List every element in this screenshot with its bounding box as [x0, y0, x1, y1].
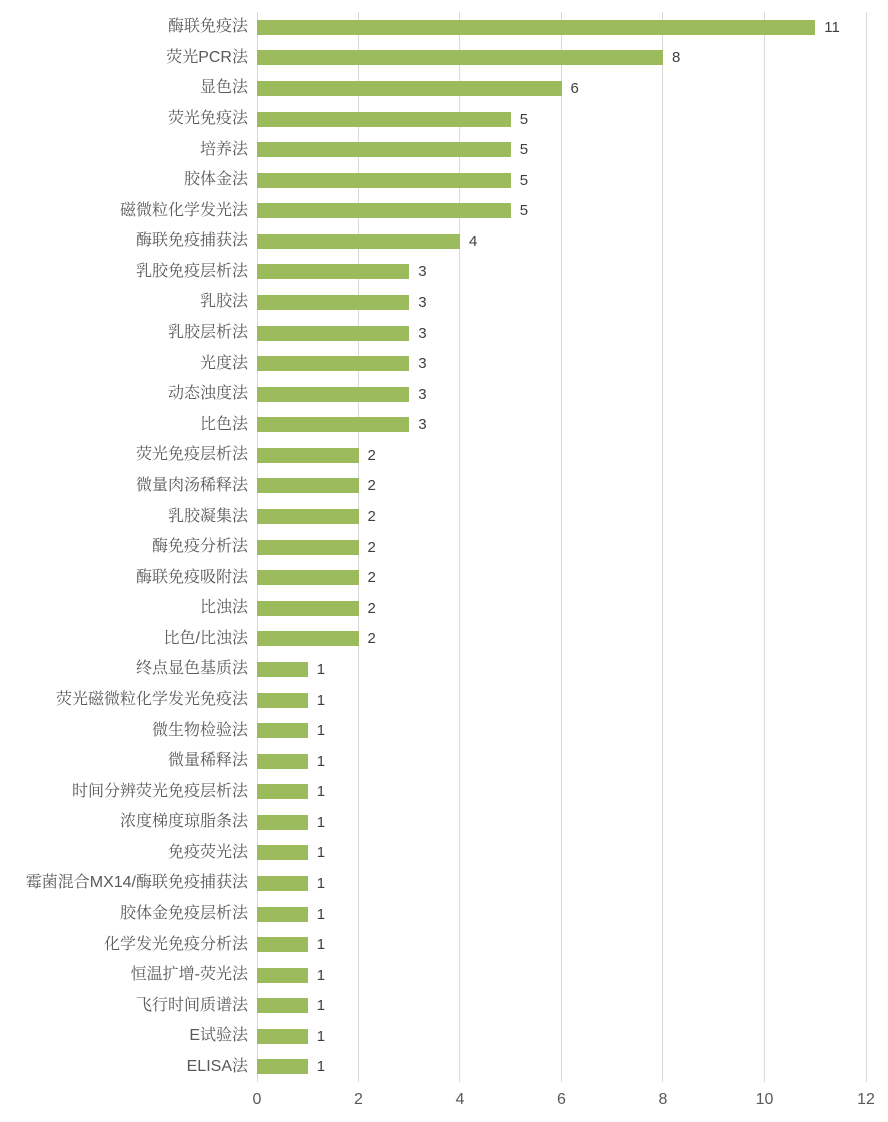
bar — [257, 112, 511, 127]
bar-row — [0, 624, 866, 655]
bar-area — [257, 43, 866, 74]
value-label: 1 — [316, 966, 326, 984]
value-label: 2 — [367, 477, 376, 495]
value-label: 6 — [570, 79, 579, 97]
bar-area — [257, 776, 866, 807]
value-label: 8 — [672, 49, 681, 67]
value-label: 3 — [418, 263, 427, 281]
bar-area — [257, 104, 866, 135]
bar — [257, 448, 359, 463]
bar-area — [257, 471, 866, 502]
category-label: 荧光磁微粒化学发光免疫法 — [55, 691, 248, 708]
bar-row — [0, 501, 866, 532]
value-label: 1 — [316, 997, 326, 1015]
bar-row — [0, 654, 866, 685]
value-label: 1 — [316, 660, 326, 678]
bar-area — [257, 410, 866, 441]
bar-area — [257, 134, 866, 165]
bar-row — [0, 104, 866, 135]
category-label: 乳胶层析法 — [167, 324, 248, 342]
bar-area — [257, 1052, 866, 1083]
bar-area — [257, 165, 866, 196]
bar-area — [257, 960, 866, 991]
bar-area — [257, 929, 866, 960]
bar — [257, 968, 308, 983]
value-label: 2 — [367, 508, 376, 526]
bar — [257, 784, 308, 799]
category-label: 恒温扩增-荧光法 — [130, 966, 248, 984]
bar — [257, 998, 308, 1013]
value-label: 1 — [316, 813, 326, 831]
value-label: 5 — [519, 110, 529, 128]
bar — [257, 631, 359, 646]
x-tick-label: 8 — [658, 1091, 668, 1108]
bar — [257, 295, 409, 310]
bar-row — [0, 134, 866, 165]
category-label: 时间分辨荧光免疫层析法 — [71, 782, 248, 800]
category-label: 比浊法 — [199, 599, 248, 617]
value-label: 5 — [519, 202, 529, 220]
value-label: 1 — [316, 1027, 326, 1045]
value-label: 2 — [367, 446, 376, 464]
value-label: 1 — [316, 722, 326, 740]
category-label: 微量肉汤稀释法 — [135, 476, 248, 494]
bar-row — [0, 165, 866, 196]
bar — [257, 601, 359, 616]
value-label: 1 — [316, 936, 326, 954]
category-label: E试验法 — [189, 1027, 248, 1045]
bar-area — [257, 807, 866, 838]
value-label: 2 — [367, 538, 376, 556]
x-tick-label: 0 — [252, 1091, 262, 1108]
x-tick-label: 6 — [557, 1091, 566, 1108]
bar-row — [0, 195, 866, 226]
category-label: 乳胶凝集法 — [167, 507, 248, 525]
bar-row — [0, 593, 866, 624]
bar-row — [0, 715, 866, 746]
bar — [257, 326, 409, 341]
bar-row — [0, 226, 866, 257]
bar — [257, 81, 562, 96]
value-label: 3 — [418, 385, 427, 403]
value-label: 3 — [418, 324, 427, 342]
bar — [257, 845, 308, 860]
category-label: 乳胶免疫层析法 — [135, 262, 248, 280]
x-tick-label: 12 — [857, 1091, 875, 1108]
bar — [257, 478, 359, 493]
bar — [257, 356, 409, 371]
bar-row — [0, 838, 866, 869]
value-label: 5 — [519, 171, 529, 189]
bar — [257, 570, 359, 585]
bar-area — [257, 73, 866, 104]
bar-area — [257, 318, 866, 349]
bar-row — [0, 807, 866, 838]
category-label: 显色法 — [199, 79, 248, 97]
bar — [257, 693, 308, 708]
category-label: 酶联免疫吸附法 — [135, 568, 248, 586]
bar-area — [257, 624, 866, 655]
value-label: 5 — [519, 141, 529, 159]
category-label: 荧光PCR法 — [166, 48, 248, 66]
bar-row — [0, 410, 866, 441]
bar-area — [257, 195, 866, 226]
bar-area — [257, 379, 866, 410]
x-axis — [252, 1090, 875, 1114]
category-label: 酶免疫分析法 — [151, 538, 248, 556]
bar-row — [0, 287, 866, 318]
bar-row — [0, 899, 866, 930]
value-label: 2 — [367, 630, 376, 648]
value-label: 1 — [316, 783, 326, 801]
value-label: 4 — [469, 232, 478, 250]
bar-area — [257, 226, 866, 257]
category-label: 浓度梯度琼脂条法 — [119, 813, 248, 831]
bar-area — [257, 1021, 866, 1052]
bar-row — [0, 868, 866, 899]
bar-area — [257, 532, 866, 563]
bar-area — [257, 593, 866, 624]
bar — [257, 1029, 308, 1044]
bar-area — [257, 899, 866, 930]
bar — [257, 540, 359, 555]
value-label: 1 — [316, 905, 326, 923]
bar-row — [0, 73, 866, 104]
bar — [257, 509, 359, 524]
category-label: 胶体金法 — [183, 171, 248, 189]
bar — [257, 876, 308, 891]
category-label: 免疫荧光法 — [167, 843, 248, 861]
bar — [257, 387, 409, 402]
bar-row — [0, 379, 866, 410]
value-label: 1 — [316, 874, 326, 892]
category-label: 光度法 — [199, 354, 248, 372]
bar-rows — [0, 12, 866, 1082]
bar-area — [257, 257, 866, 288]
bar-row — [0, 12, 866, 43]
category-label: 胶体金免疫层析法 — [119, 905, 248, 923]
bar-area — [257, 991, 866, 1022]
bar-area — [257, 715, 866, 746]
category-label: 荧光免疫层析法 — [135, 446, 248, 464]
bar-row — [0, 1021, 866, 1052]
bar — [257, 723, 308, 738]
value-label: 1 — [316, 1058, 326, 1076]
bar-area — [257, 12, 866, 43]
value-label: 1 — [316, 752, 326, 770]
bar — [257, 417, 409, 432]
bar-row — [0, 746, 866, 777]
category-label: 动态浊度法 — [167, 385, 248, 403]
bar-row — [0, 440, 866, 471]
bar — [257, 20, 815, 35]
bar-row — [0, 318, 866, 349]
bar — [257, 662, 308, 677]
bar-row — [0, 562, 866, 593]
value-label: 2 — [367, 569, 376, 587]
category-label: 比色法 — [199, 415, 248, 433]
category-label: 培养法 — [199, 140, 248, 158]
category-label: 磁微粒化学发光法 — [119, 201, 248, 219]
x-tick-label: 2 — [354, 1091, 363, 1108]
bar-area — [257, 501, 866, 532]
bar-area — [257, 654, 866, 685]
category-label: ELISA法 — [186, 1057, 248, 1075]
category-label: 荧光免疫法 — [167, 110, 248, 128]
x-tick-label: 10 — [755, 1091, 774, 1108]
bar-area — [257, 868, 866, 899]
bar-row — [0, 532, 866, 563]
bar — [257, 907, 308, 922]
bar-area — [257, 746, 866, 777]
bar-row — [0, 991, 866, 1022]
category-label: 比色/比浊法 — [163, 629, 248, 647]
bar-row — [0, 960, 866, 991]
bar — [257, 234, 460, 249]
category-label: 霉菌混合MX14/酶联免疫捕获法 — [25, 874, 248, 892]
category-label: 酶联免疫法 — [167, 18, 248, 36]
bar — [257, 50, 663, 65]
category-label: 终点显色基质法 — [135, 660, 248, 678]
category-label: 微生物检验法 — [151, 721, 248, 739]
category-label: 飞行时间质谱法 — [135, 996, 248, 1014]
bar-row — [0, 43, 866, 74]
bar-row — [0, 776, 866, 807]
bar-area — [257, 287, 866, 318]
bar — [257, 142, 511, 157]
bar-row — [0, 257, 866, 288]
bar-area — [257, 685, 866, 716]
bar — [257, 173, 511, 188]
category-label: 微量稀释法 — [167, 752, 248, 770]
category-label: 酶联免疫捕获法 — [135, 232, 248, 250]
value-label: 1 — [316, 844, 326, 862]
bar-row — [0, 685, 866, 716]
bar-area — [257, 440, 866, 471]
bar — [257, 203, 511, 218]
value-label: 1 — [316, 691, 326, 709]
bar-area — [257, 838, 866, 869]
bar — [257, 754, 308, 769]
bar — [257, 264, 409, 279]
value-label: 3 — [418, 355, 427, 373]
bar — [257, 937, 308, 952]
category-label: 乳胶法 — [199, 293, 248, 311]
bar-row — [0, 348, 866, 379]
bar — [257, 815, 308, 830]
value-label: 2 — [367, 599, 376, 617]
bar-row — [0, 471, 866, 502]
value-label: 3 — [418, 416, 427, 434]
value-label: 3 — [418, 293, 427, 311]
category-label: 化学发光免疫分析法 — [103, 935, 248, 953]
bar-area — [257, 562, 866, 593]
value-label: 11 — [824, 18, 840, 36]
bar-row — [0, 929, 866, 960]
bar-row — [0, 1052, 866, 1083]
x-tick-label: 4 — [455, 1091, 465, 1108]
bar — [257, 1059, 308, 1074]
bar-area — [257, 348, 866, 379]
